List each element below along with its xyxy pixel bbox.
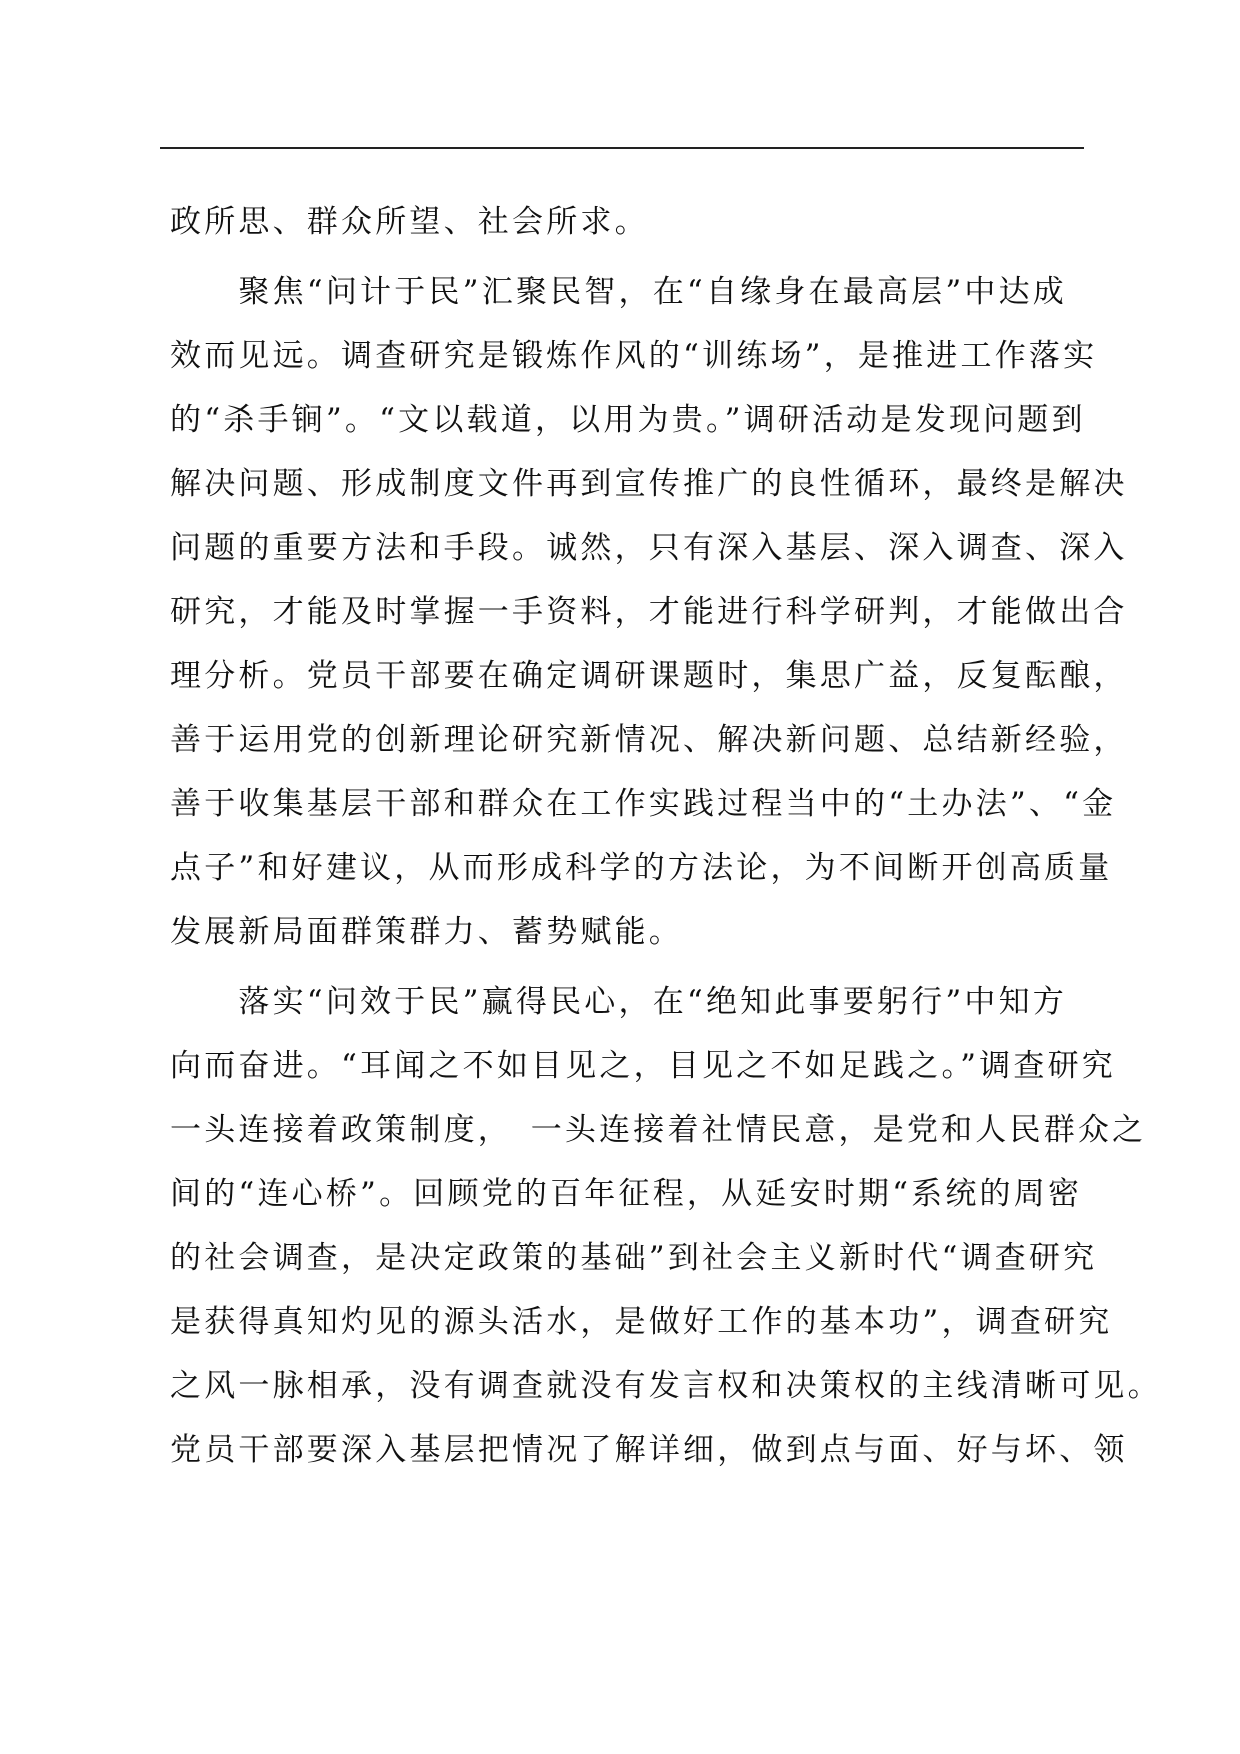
paragraph-2 (170, 970, 1162, 1482)
text-line: 善于运用党的创新理论研究新情况、解决新问题、总结新经验， (170, 722, 1128, 758)
text-line: 的“杀手锏”。“文以载道，以用为贵。”调研活动是发现问题到 (170, 402, 1086, 438)
text-line: 一头连接着政策制度， 一头连接着社情民意，是党和人民群众之 (170, 1112, 1147, 1148)
text-line: 向而奋进。“耳闻之不如目见之，目见之不如足践之。”调查研究 (170, 1048, 1116, 1084)
text-line: 点子”和好建议，从而形成科学的方法论，为不间断开创高质量 (170, 850, 1113, 886)
text-line: 聚焦“问计于民”汇聚民智，在“自缘身在最高层”中达成 (170, 274, 1067, 310)
paragraph-1 (170, 260, 1128, 964)
text-line: 理分析。党员干部要在确定调研课题时，集思广益，反复酝酿， (170, 658, 1128, 694)
body-text (170, 190, 1162, 1482)
text-line: 研究，才能及时掌握一手资料，才能进行科学研判，才能做出合 (170, 594, 1128, 630)
paragraph-0 (170, 190, 1080, 254)
header-rule (160, 147, 1084, 149)
text-line: 善于收集基层干部和群众在工作实践过程当中的“土办法”、“金 (170, 786, 1117, 822)
text-line: 党员干部要深入基层把情况了解详细，做到点与面、好与坏、领 (170, 1432, 1128, 1468)
text-line: 之风一脉相承，没有调查就没有发言权和决策权的主线清晰可见。 (170, 1368, 1162, 1404)
text-line: 问题的重要方法和手段。诚然，只有深入基层、深入调查、深入 (170, 530, 1128, 566)
text-line: 解决问题、形成制度文件再到宣传推广的良性循环，最终是解决 (170, 466, 1128, 502)
text-line: 是获得真知灼见的源头活水，是做好工作的基本功”，调查研究 (170, 1304, 1113, 1340)
text-line: 的社会调查，是决定政策的基础”到社会主义新时代“调查研究 (170, 1240, 1098, 1276)
text-line: 间的“连心桥”。回顾党的百年征程，从延安时期“系统的周密 (170, 1176, 1083, 1212)
text-line: 效而见远。调查研究是锻炼作风的“训练场”，是推进工作落实 (170, 338, 1098, 374)
text-line: 发展新局面群策群力、蓄势赋能。 (170, 914, 683, 950)
text-line: 落实“问效于民”赢得民心，在“绝知此事要躬行”中知方 (170, 984, 1067, 1020)
text-line: 政所思、群众所望、社会所求。 (170, 204, 649, 240)
